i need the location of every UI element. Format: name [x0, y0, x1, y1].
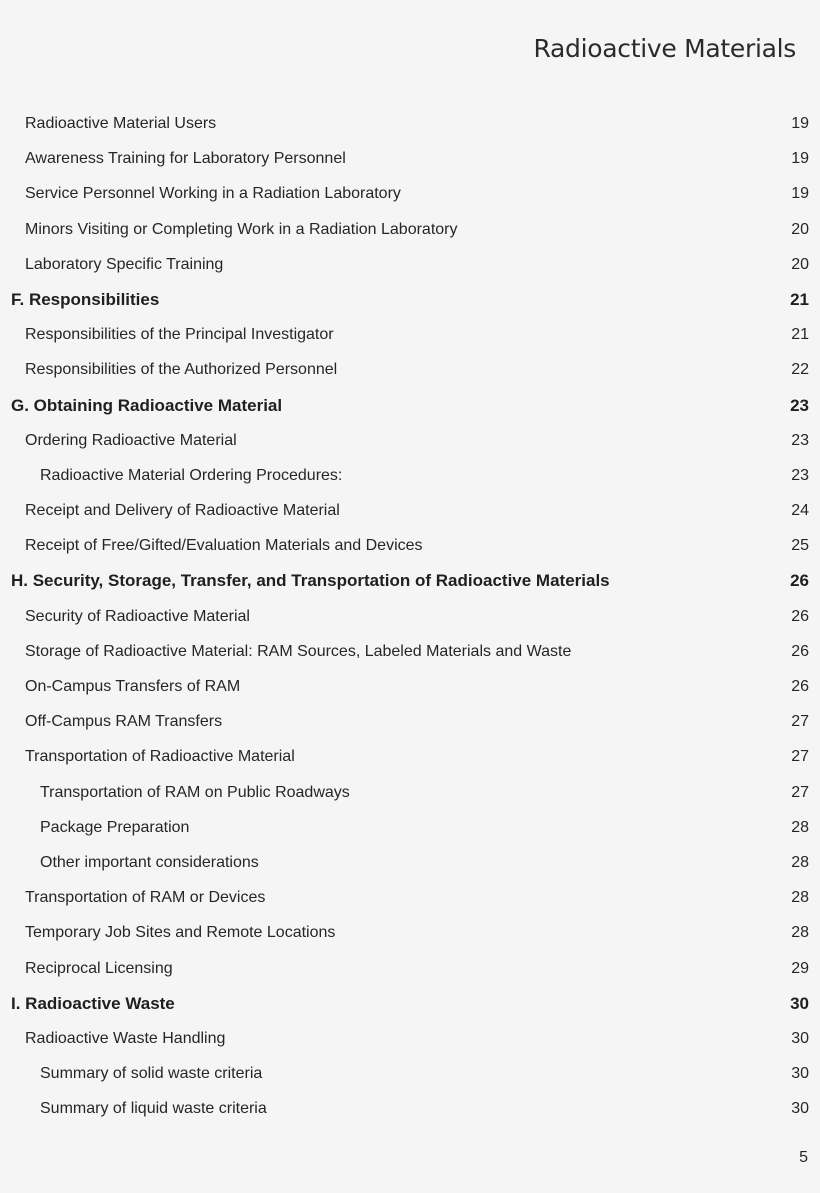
toc-entry-label[interactable]: Other important considerations [40, 853, 259, 871]
toc-entry-label[interactable]: Receipt of Free/Gifted/Evaluation Materials and Devices [25, 537, 423, 555]
toc-entry[interactable] [0, 1091, 820, 1126]
toc-entry[interactable] [0, 212, 820, 247]
toc-entry[interactable] [0, 106, 820, 141]
toc-entry[interactable] [0, 739, 820, 774]
toc-section-heading[interactable] [0, 986, 820, 1021]
toc-entry-page[interactable]: 23 [791, 431, 809, 449]
toc-entry[interactable] [0, 951, 820, 986]
toc-entry[interactable] [0, 458, 820, 493]
toc-entry-page[interactable]: 27 [791, 748, 809, 766]
toc-entry-label[interactable]: Responsibilities of the Principal Investigator [25, 326, 334, 344]
toc-entry-page[interactable]: 26 [791, 607, 809, 625]
toc-entry-page[interactable]: 30 [791, 1029, 809, 1047]
toc-entry[interactable] [0, 704, 820, 739]
page-number: 5 [799, 1149, 808, 1166]
toc-entry-page[interactable]: 24 [791, 502, 809, 520]
toc-entry-page[interactable]: 19 [791, 115, 809, 132]
toc-entry-page[interactable]: 27 [791, 783, 809, 801]
toc-entry-label[interactable]: Ordering Radioactive Material [25, 431, 237, 449]
toc-entry[interactable] [0, 493, 820, 528]
toc-entry-label[interactable]: Summary of liquid waste criteria [40, 1100, 267, 1118]
toc-entry-label[interactable]: Minors Visiting or Completing Work in a Radiation Laboratory [25, 220, 458, 238]
toc-entry-page[interactable]: 26 [790, 571, 809, 591]
toc-entry-label[interactable]: Security of Radioactive Material [25, 607, 250, 625]
toc-entry[interactable] [0, 352, 820, 387]
toc-entry-page[interactable]: 30 [790, 993, 809, 1013]
toc-entry-label[interactable]: Storage of Radioactive Material: RAM Sources, Labeled Materials and Waste [25, 642, 572, 660]
toc-entry[interactable] [0, 528, 820, 563]
toc-entry[interactable] [0, 176, 820, 211]
toc-entry[interactable] [0, 634, 820, 669]
toc-entry-page[interactable]: 30 [791, 1065, 809, 1083]
toc-entry-label[interactable]: Temporary Job Sites and Remote Locations [25, 924, 336, 942]
toc-entry-page[interactable]: 23 [791, 466, 809, 484]
toc-entry-page[interactable]: 22 [791, 361, 809, 379]
toc-entry[interactable] [0, 669, 820, 704]
table-of-contents [0, 106, 820, 1126]
toc-section-heading[interactable] [0, 388, 820, 423]
toc-entry-page[interactable]: 29 [791, 959, 809, 977]
toc-entry-label[interactable]: Awareness Training for Laboratory Personnel [25, 150, 346, 168]
toc-entry[interactable] [0, 880, 820, 915]
toc-entry-page[interactable]: 30 [791, 1100, 809, 1118]
toc-entry-page[interactable]: 20 [791, 220, 809, 238]
toc-entry-label[interactable]: Laboratory Specific Training [25, 255, 224, 273]
toc-entry[interactable] [0, 141, 820, 176]
toc-entry-label[interactable]: Transportation of RAM on Public Roadways [40, 783, 350, 801]
toc-entry-label[interactable]: Receipt and Delivery of Radioactive Material [25, 502, 340, 520]
toc-entry-page[interactable]: 28 [791, 924, 809, 942]
toc-entry-label[interactable]: H. Security, Storage, Transfer, and Transportation of Radioactive Materials [11, 571, 610, 591]
toc-entry-page[interactable]: 21 [790, 289, 809, 309]
toc-entry-page[interactable]: 28 [791, 889, 809, 907]
toc-entry-label[interactable]: F. Responsibilities [11, 289, 160, 309]
page-header-title: Radioactive Materials [533, 34, 796, 63]
toc-entry-label[interactable]: Radioactive Material Ordering Procedures: [40, 466, 343, 484]
toc-entry[interactable] [0, 810, 820, 845]
toc-entry-label[interactable]: Responsibilities of the Authorized Personnel [25, 361, 338, 379]
toc-entry-label[interactable]: Radioactive Material Users [25, 115, 217, 132]
toc-section-heading[interactable] [0, 563, 820, 598]
toc-entry-page[interactable]: 25 [791, 537, 809, 555]
toc-entry-page[interactable]: 26 [791, 642, 809, 660]
toc-entry[interactable] [0, 423, 820, 458]
toc-entry-page[interactable]: 19 [791, 150, 809, 168]
toc-entry-label[interactable]: Reciprocal Licensing [25, 959, 173, 977]
toc-entry-label[interactable]: G. Obtaining Radioactive Material [11, 395, 283, 415]
toc-entry[interactable] [0, 1056, 820, 1091]
toc-entry-page[interactable]: 26 [791, 678, 809, 695]
toc-entry-label[interactable]: Radioactive Waste Handling [25, 1029, 226, 1047]
toc-entry[interactable] [0, 599, 820, 634]
toc-entry-label[interactable]: Off-Campus RAM Transfers [25, 713, 223, 731]
toc-entry-page[interactable]: 27 [791, 713, 809, 731]
toc-entry-page[interactable]: 20 [791, 255, 809, 273]
toc-entry-label[interactable]: Transportation of RAM or Devices [25, 889, 266, 907]
toc-entry-page[interactable]: 21 [791, 326, 809, 344]
toc-entry-page[interactable]: 19 [791, 185, 809, 203]
toc-entry[interactable] [0, 915, 820, 950]
toc-entry-label[interactable]: Summary of solid waste criteria [40, 1065, 263, 1083]
toc-entry[interactable] [0, 775, 820, 810]
toc-entry-page[interactable]: 23 [790, 395, 809, 415]
toc-entry-label[interactable]: Service Personnel Working in a Radiation Laboratory [25, 185, 401, 203]
toc-entry[interactable] [0, 1021, 820, 1056]
toc-section-heading[interactable] [0, 282, 820, 317]
toc-entry[interactable] [0, 317, 820, 352]
toc-entry[interactable] [0, 247, 820, 282]
toc-entry-label[interactable]: On-Campus Transfers of RAM [25, 678, 241, 695]
toc-entry-label[interactable]: Package Preparation [40, 818, 190, 836]
toc-entry[interactable] [0, 845, 820, 880]
toc-entry-label[interactable]: Transportation of Radioactive Material [25, 748, 295, 766]
toc-entry-page[interactable]: 28 [791, 853, 809, 871]
toc-entry-label[interactable]: I. Radioactive Waste [11, 993, 175, 1013]
toc-entry-page[interactable]: 28 [791, 818, 809, 836]
